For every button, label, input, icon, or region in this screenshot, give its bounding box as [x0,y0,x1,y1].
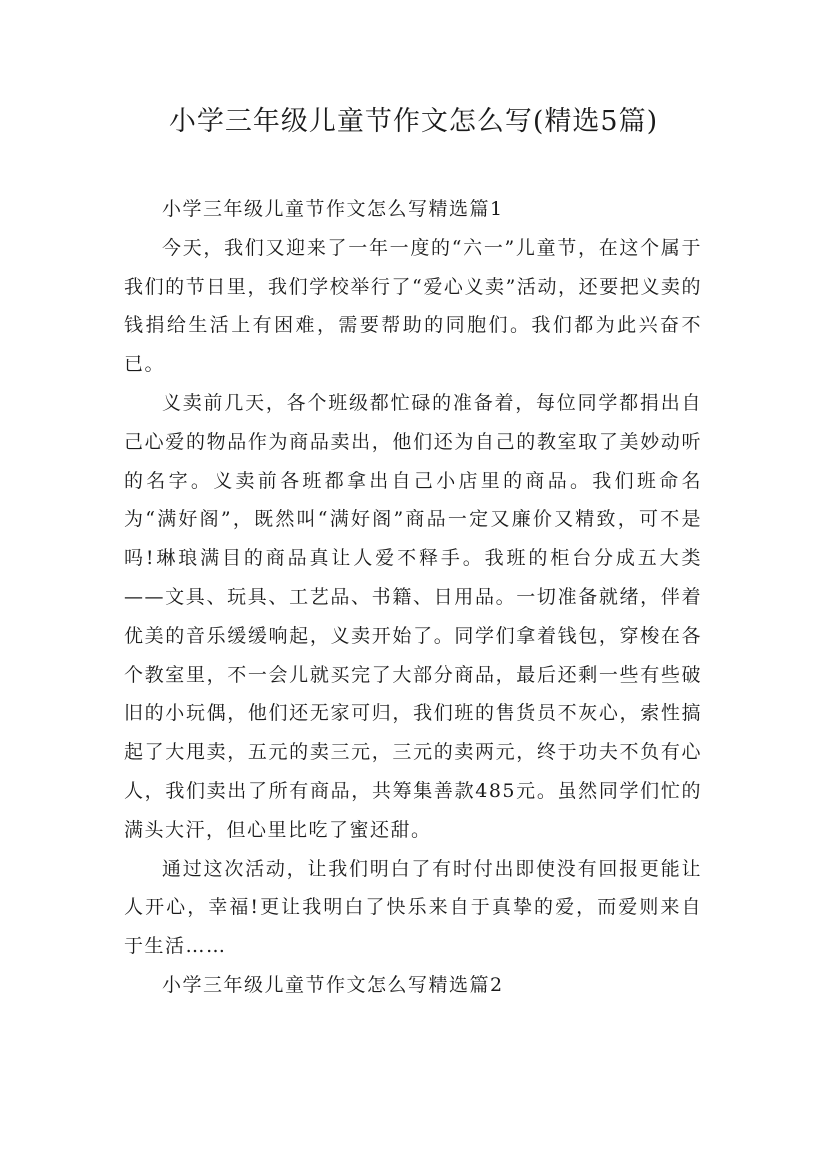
paragraph: 通过这次活动，让我们明白了有时付出即使没有回报更能让人开心，幸福!更让我明白了快乐来自于真挚的爱，而爱则来自于生活…… [124,857,702,958]
document-body [124,190,702,1005]
document-title: 小学三年级儿童节作文怎么写(精选5篇) [168,106,659,137]
paragraph: 今天，我们又迎来了一年一度的“六一”儿童节，在这个属于我们的节日里，我们学校举行了“爱心义卖”活动，还要把义卖的钱捐给生活上有困难，需要帮助的同胞们。我们都为此兴奋不已。 [124,236,702,376]
section-heading-1: 小学三年级儿童节作文怎么写精选篇1 [162,198,504,220]
section-heading-2: 小学三年级儿童节作文怎么写精选篇2 [162,973,504,996]
paragraph: 义卖前几天，各个班级都忙碌的准备着，每位同学都捐出自己心爱的物品作为商品卖出，他们还为自己的教室取了美妙动听的名字。义卖前各班都拿出自己小店里的商品。我们班命名为“满好阁”，既然叫“满好阁”商品一定又廉价又精致，可不是吗!琳琅满目的商品真让人爱不释手。我班的柜台分成五大类——文具、玩具、工艺品、书籍、日用品。一切准备就绪，伴着优美的音乐缓缓响起，义卖开始了。同学们拿着钱包，穿梭在各个教室里，不一会儿就买完了大部分商品，最后还剩一些有些破旧的小玩偶，他们还无家可归，我们班的售货员不灰心，索性搞起了大甩卖，五元的卖三元，三元的卖两元，终于功夫不负有心人，我们卖出了所有商品，共筹集善款485元。虽然同学们忙的满头大汗，但心里比吃了蜜还甜。 [124,391,702,841]
